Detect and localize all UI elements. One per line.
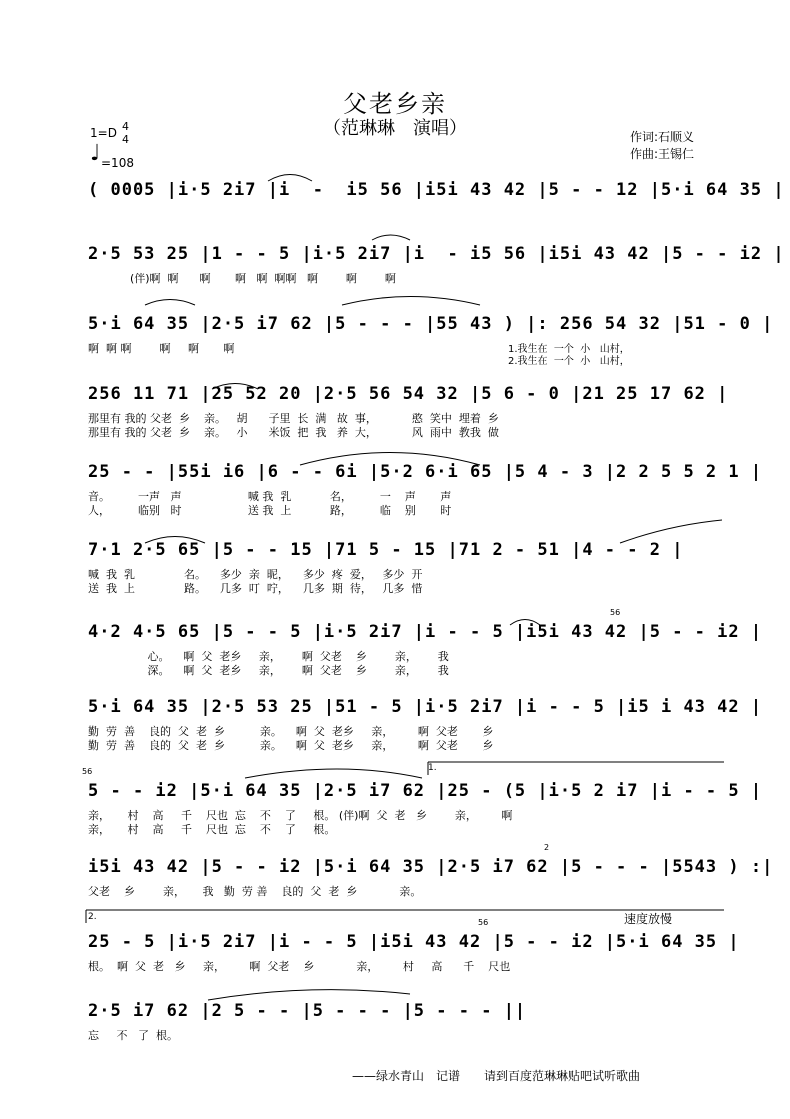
lyric-verse-1: 啊 啊 啊 啊 啊 啊 [88, 342, 235, 355]
notation: 2·5 i7 62 |2 5 - - |5 - - - |5 - - - || [88, 1001, 527, 1021]
lyric-verse-1: 勤 劳 善 良的 父 老 乡 亲。 啊 父 老乡 亲， 啊 父老 乡 [88, 725, 494, 738]
grace-note: 56 [478, 918, 489, 927]
grace-note-2: 2 [544, 843, 550, 852]
lyric-verse-2: 勤 劳 善 良的 父 老 乡 亲。 啊 父 老乡 亲， 啊 父老 乡 [88, 739, 494, 752]
quarter-note-icon: ♩ [90, 141, 101, 166]
lyric-verse-1: 喊 我 乳 名。 多少 亲 昵， 多少 疼 爱， 多少 开 [88, 568, 423, 581]
lyric-verse-2: 亲， 村 高 千 尺也 忘 不 了 根。 [88, 823, 441, 836]
score-line-2 [88, 244, 785, 304]
score-line-12 [88, 1001, 726, 1051]
score-line-10 [88, 843, 774, 907]
notation: 5·i 64 35 |2·5 i7 62 |5 - - - |55 43 ) |: 256 54 32 |51 - 0 | [88, 314, 774, 334]
lyric-verse-1: 亲， 村 高 千 尺也 忘 不 了 根。 (伴)啊 父 老 乡 亲， 啊 [88, 809, 513, 822]
tempo-marking: =108 [101, 156, 134, 170]
score-line-7 [88, 608, 763, 682]
notation: 4·2 4·5 65 |5 - - 5 |i·5 2i7 |i - - 5 |i5i 43 42 |5 - - i2 | [88, 622, 763, 642]
lyric-verse-1: (伴)啊 啊 啊 啊 啊 啊啊 啊 啊 啊 [88, 272, 396, 285]
score-line-6 [88, 540, 726, 600]
volta-first-ending: 1. [428, 763, 437, 773]
score-line-5 [88, 462, 763, 522]
grace-note: 56 [610, 608, 621, 617]
verse-1-intro: 1.我生在 一个 小 山村， [508, 344, 630, 355]
notation: 5 - - i2 |5·i 64 35 |2·5 i7 62 |25 - (5 |i·5 2 i7 |i - - 5 | [88, 781, 763, 801]
time-signature-top: 4 [122, 120, 129, 133]
song-performer: （范琳琳 演唱） [323, 118, 467, 139]
score-line-11 [88, 912, 740, 992]
notation: ( 0005 |i·5 2i7 |i - i5 56 |i5i 43 42 |5 - - 12 |5·i 64 35 | [88, 180, 785, 200]
lyric-verse-2: 深。 啊 父 老乡 亲， 啊 父老 乡 亲， 我 [88, 664, 449, 677]
notation: 256 11 71 |25 52 20 |2·5 56 54 32 |5 6 - 0 |21 25 17 62 | [88, 384, 729, 404]
notation: 25 - - |55i i6 |6 - - 6i |5·2 6·i 65 |5 4 - 3 |2 2 5 5 2 1 | [88, 462, 763, 482]
score-line-4 [88, 384, 729, 444]
score-line-8 [88, 697, 763, 757]
transcriber-credit: ——绿水青山 记谱 [352, 1069, 461, 1083]
lyric-verse-1: 音。 一声 声 喊 我 乳 名， 一 声 声 [88, 490, 452, 503]
lyric-verse-2: 人， 临别 时 送 我 上 路， 临 别 时 [88, 504, 452, 517]
key-signature: 1=D [90, 126, 117, 140]
grace-note: 56 [82, 767, 93, 776]
score-line-1 [88, 180, 785, 240]
lyric-verse-2: 送 我 上 路。 几多 叮 咛， 几多 期 待， 几多 惜 [88, 582, 423, 595]
volta-second-ending: 2. [88, 912, 97, 922]
lyric-verse-2: 那里有 我的 父老 乡 亲。 小 米饭 把 我 养 大， 风 雨中 教我 做 [88, 426, 499, 439]
composer-credit: 作曲:王锡仁 [630, 147, 695, 161]
slur [245, 769, 422, 778]
notation: 2·5 53 25 |1 - - 5 |i·5 2i7 |i - i5 56 |i5i 43 42 |5 - - i2 | [88, 244, 785, 264]
score-line-3 [88, 314, 774, 374]
lyric-verse-1: 父老 乡 亲， 我 勤 劳 善 良的 父 老 乡 亲。 [88, 885, 422, 898]
verse-2-intro: 2.我生在 一个 小 山村， [508, 356, 630, 367]
lyric-verse-1: 那里有 我的 父老 乡 亲。 胡 子里 长 满 故 事， 憨 笑中 埋着 乡 [88, 412, 499, 425]
notation: 7·1 2·5 65 |5 - - 15 |71 5 - 15 |71 2 - 51 |4 - - 2 | [88, 540, 684, 560]
ritardando-marking: 速度放慢 [624, 912, 673, 926]
score-line-9 [82, 763, 763, 841]
song-title: 父老乡亲 [343, 90, 447, 118]
notation: 25 - 5 |i·5 2i7 |i - - 5 |i5i 43 42 |5 - - i2 |5·i 64 35 | [88, 932, 740, 952]
listening-note: 请到百度范琳琳贴吧试听歌曲 [484, 1069, 641, 1083]
notation: i5i 43 42 |5 - - i2 |5·i 64 35 |2·5 i7 62 |5 - - - |5543 ) :| [88, 857, 774, 877]
lyricist-credit: 作词:石顺义 [630, 130, 695, 144]
time-signature-bottom: 4 [122, 133, 129, 146]
notation: 5·i 64 35 |2·5 53 25 |51 - 5 |i·5 2i7 |i - - 5 |i5 i 43 42 | [88, 697, 763, 717]
lyric-verse-1: 忘 不 了 根。 [88, 1029, 178, 1042]
lyric-verse-1: 根。 啊 父 老 乡 亲， 啊 父老 乡 亲， 村 高 千 尺也 [88, 960, 511, 973]
lyric-verse-1: 心。 啊 父 老乡 亲， 啊 父老 乡 亲， 我 [88, 650, 449, 663]
